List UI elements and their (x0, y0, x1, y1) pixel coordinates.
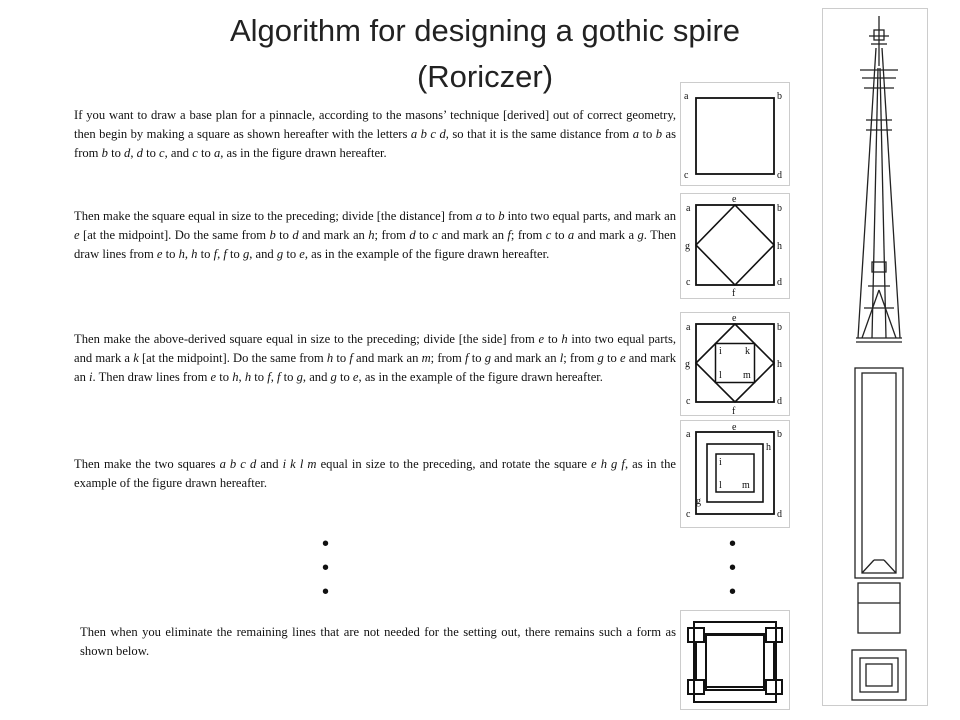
paragraph-text-segment: g (276, 247, 284, 262)
fig3-label-h: h (777, 359, 782, 370)
fig2-label-h: h (777, 241, 782, 252)
paragraph-step-4 (74, 455, 676, 493)
fig2-label-f: f (732, 288, 736, 299)
paragraph-text-segment: k (133, 351, 139, 366)
paragraph-text-segment: and mark an (437, 228, 508, 243)
paragraph-text-segment: to (551, 228, 568, 243)
paragraph-text-segment: to (142, 146, 160, 161)
figure-nested-squares (680, 420, 790, 528)
paragraph-text-segment: , (270, 370, 277, 385)
paragraph-text-segment: to (639, 127, 656, 142)
figure-final-plan (680, 610, 790, 710)
paragraph-text-segment: to (482, 209, 499, 223)
paragraph-text-segment: , as in the figure drawn hereafter. (220, 146, 387, 161)
paragraph-text-segment: g (296, 370, 303, 385)
paragraph-text-segment: d (124, 146, 131, 161)
paragraph-text-segment: c (159, 146, 165, 161)
paragraph-text-segment: and mark an (74, 351, 677, 385)
paragraph-text-segment: d (409, 228, 416, 243)
paragraph-text-segment: , as in the example of the figure drawn hereafter. (304, 247, 550, 262)
paragraph-text-segment: g (242, 247, 250, 262)
ellipsis-dot: • (729, 533, 737, 555)
paragraph-text-segment: a b c d (219, 457, 257, 471)
ellipsis-dot: • (729, 581, 737, 603)
fig1-label-d: d (777, 170, 782, 181)
fig2-label-g: g (685, 241, 690, 252)
fig4-label-l: l (719, 480, 722, 491)
fig3-label-a: a (686, 322, 691, 333)
paragraph-text-segment: f (507, 228, 511, 243)
fig3-label-b: b (777, 322, 782, 333)
title-line-1: Algorithm for designing a gothic spire (229, 13, 741, 48)
paragraph-text-segment: to (603, 351, 621, 366)
paragraph-text-segment: h (561, 332, 568, 346)
fig4-label-e: e (732, 422, 737, 433)
paragraph-text-segment: to (544, 332, 562, 346)
paragraph-text-segment: to (226, 247, 243, 262)
paragraph-text-segment: h (368, 228, 375, 243)
paragraph-text-segment: . Then draw lines from (74, 228, 677, 262)
paragraph-text-segment: Then when you eliminate the remaining lines that are not needed for the setting out, there remains such a form as shown below. (80, 625, 676, 659)
paragraph-text-segment: c (545, 228, 552, 243)
paragraph-text-segment: to (197, 247, 214, 262)
paragraph-text-segment: to (197, 146, 214, 161)
paragraph-text-segment: and mark an (298, 228, 369, 243)
paragraph-text-segment: to (107, 146, 125, 161)
paragraph-text-segment: , (184, 247, 192, 262)
paragraph-text-segment: m (421, 351, 431, 366)
ellipsis-dot: • (322, 581, 330, 603)
ellipsis-dot: • (322, 557, 330, 579)
paragraph-text-segment: and mark an (352, 351, 422, 366)
paragraph-text-segment: to (468, 351, 485, 366)
paragraph-step-1 (74, 106, 676, 164)
figure-square-efgh (680, 193, 790, 299)
paragraph-text-segment: g (637, 228, 644, 243)
paragraph-text-segment: , and (249, 247, 277, 262)
fig3-label-l: l (719, 370, 722, 381)
paragraph-text-segment: a (632, 127, 639, 142)
paragraph-text-segment: e (210, 370, 217, 385)
paragraph-text-segment: ; from (510, 228, 546, 243)
paragraph-text-segment: ; from (563, 351, 598, 366)
fig3-label-g: g (685, 359, 690, 370)
fig4-label-h: h (766, 442, 771, 453)
paragraph-text-segment: b (269, 228, 276, 243)
paragraph-text-segment: , and (164, 146, 193, 161)
paragraph-text-segment: , as in the example of the figure drawn hereafter. (358, 370, 603, 385)
paragraph-text-segment: into two equal parts, and mark an (504, 209, 677, 223)
spire-elevation-drawing (822, 8, 928, 706)
paragraph-text-segment: a (213, 146, 221, 161)
figure-square-abcd (680, 82, 790, 186)
paragraph-text-segment: into two equal parts, and mark a (74, 332, 677, 366)
paragraph-text-segment: g (597, 351, 604, 366)
paragraph-text-segment: to (283, 247, 300, 262)
ellipsis-left (322, 532, 329, 604)
paragraph-text-segment: h (244, 370, 252, 385)
paragraph-text-segment: ; from (430, 351, 466, 366)
fig2-label-e: e (732, 194, 737, 205)
paragraph-text-segment: e (74, 228, 80, 243)
paragraph-text-segment: Then make the above-derived square equal in size to the preceding; divide [the side] from (74, 332, 539, 346)
paragraph-text-segment: h (178, 247, 185, 262)
paragraph-text-segment: e h g f (591, 457, 625, 471)
paragraph-text-segment: f (213, 247, 218, 262)
paragraph-text-segment: d (292, 228, 299, 243)
paragraph-text-segment: e (299, 247, 305, 262)
paragraph-text-segment: to (336, 370, 353, 385)
paragraph-text-segment: as from (74, 127, 677, 161)
fig4-label-i: i (719, 457, 722, 468)
paragraph-text-segment: ; from (374, 228, 410, 243)
paragraph-text-segment: to (280, 370, 297, 385)
fig2-label-b: b (777, 203, 782, 214)
paragraph-text-segment: . Then draw lines from (92, 370, 211, 385)
fig1-label-a: a (684, 91, 689, 102)
paragraph-text-segment: h (326, 351, 334, 366)
fig3-label-k: k (745, 346, 750, 357)
fig4-label-d: d (777, 509, 782, 520)
paragraph-text-segment: c (432, 228, 438, 243)
fig4-label-m: m (742, 480, 750, 491)
fig3-label-d: d (777, 396, 782, 407)
paragraph-text-segment: equal in size to the preceding, and rotate the square (316, 457, 592, 471)
paragraph-text-segment: g (330, 370, 337, 385)
paragraph-text-segment: f (277, 370, 281, 385)
fig3-label-i: i (719, 346, 722, 357)
paragraph-text-segment: , (217, 247, 224, 262)
figure-square-iklm (680, 312, 790, 416)
paragraph-text-segment: If you want to draw a base plan for a pinnacle, according to the masons’ technique [derived] out of correct geometry, then begin by making a square as shown hereafter with the letters (74, 108, 676, 142)
paragraph-text-segment: f (349, 351, 353, 366)
paragraph-step-final (80, 623, 676, 661)
paragraph-text-segment: and (256, 457, 283, 471)
paragraph-text-segment: f (267, 370, 271, 385)
fig4-label-a: a (686, 429, 691, 440)
paragraph-text-segment: c (192, 146, 198, 161)
paragraph-text-segment: Then make the square equal in size to the preceding; divide [the distance] from (74, 209, 476, 223)
ellipsis-dot: • (322, 533, 330, 555)
paragraph-text-segment: a b c d (410, 127, 446, 142)
paragraph-text-segment: b (101, 146, 108, 161)
ellipsis-right (729, 532, 736, 604)
paragraph-text-segment: e (620, 351, 626, 366)
paragraph-text-segment: , so that it is the same distance from (445, 127, 633, 142)
fig1-label-c: c (684, 170, 689, 181)
paragraph-text-segment: l (559, 351, 564, 366)
paragraph-text-segment: to (333, 351, 350, 366)
fig2-label-d: d (777, 277, 782, 288)
paragraph-text-segment: b (655, 127, 663, 142)
paragraph-text-segment: f (465, 351, 469, 366)
paragraph-text-segment: to (162, 247, 179, 262)
paragraph-step-2 (74, 207, 676, 265)
ellipsis-dot: • (729, 557, 737, 579)
paragraph-text-segment: to (251, 370, 268, 385)
paragraph-text-segment: b (498, 209, 505, 223)
fig4-label-c: c (686, 509, 691, 520)
paragraph-text-segment: e (538, 332, 545, 346)
paragraph-text-segment: h (232, 370, 239, 385)
fig4-label-g: g (696, 496, 701, 507)
title-line-2: (Roriczer) (416, 59, 554, 94)
fig3-label-c: c (686, 396, 691, 407)
fig2-label-a: a (686, 203, 691, 214)
paragraph-text-segment: e (156, 247, 163, 262)
paragraph-step-3 (74, 330, 676, 388)
fig3-label-f: f (732, 406, 736, 416)
paragraph-text-segment: to (216, 370, 233, 385)
paragraph-text-segment: Then make the two squares (74, 457, 220, 471)
fig4-label-b: b (777, 429, 782, 440)
fig3-label-m: m (743, 370, 751, 381)
paragraph-text-segment: a (567, 228, 575, 243)
paragraph-text-segment: and mark an (491, 351, 560, 366)
fig3-label-e: e (732, 313, 737, 324)
paragraph-text-segment: g (484, 351, 491, 366)
paragraph-text-segment: , and (302, 370, 331, 385)
paragraph-text-segment: [at the midpoint]. Do the same from (138, 351, 327, 366)
paragraph-text-segment: i k l m (282, 457, 317, 471)
fig1-label-b: b (777, 91, 782, 102)
paragraph-text-segment: to (275, 228, 293, 243)
paragraph-text-segment: , (130, 146, 137, 161)
paragraph-text-segment: h (191, 247, 198, 262)
paragraph-text-segment: , (238, 370, 245, 385)
paragraph-text-segment: and mark a (574, 228, 638, 243)
paragraph-text-segment: e (352, 370, 359, 385)
paragraph-text-segment: , as in the example of the figure drawn hereafter. (74, 457, 676, 491)
paragraph-text-segment: to (415, 228, 433, 243)
fig2-label-c: c (686, 277, 691, 288)
paragraph-text-segment: a (475, 209, 483, 223)
paragraph-text-segment: f (223, 247, 227, 262)
paragraph-text-segment: d (136, 146, 143, 161)
paragraph-text-segment: [at the midpoint]. Do the same from (79, 228, 270, 243)
paragraph-text-segment: i (89, 370, 93, 385)
